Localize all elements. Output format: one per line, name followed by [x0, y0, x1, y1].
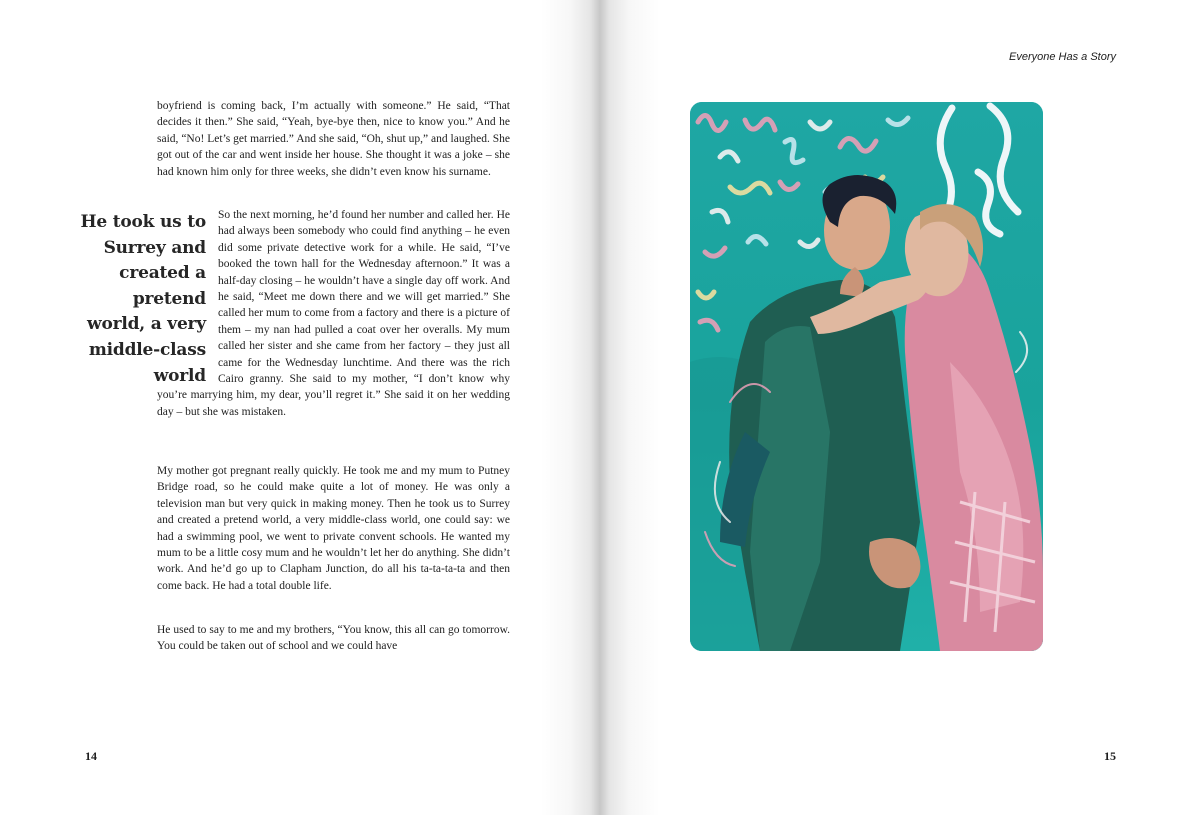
page-number-left: 14 — [85, 749, 97, 763]
pull-quote: He took us to Surrey and created a pretend world, a very middle-class world — [80, 212, 206, 386]
body-paragraph-tomorrow: He used to say to me and my brothers, “You know, this all can go tomorrow. You could be taken out of school and we could have — [157, 624, 510, 653]
couple-kissing-illustration — [690, 102, 1043, 651]
body-paragraph-surrey: My mother got pregnant really quickly. He took me and my mum to Putney Bridge road, so he could make quite a lot of money. He was only a television man but very quick in making money. Then he took us to Surrey and created a pretend world, a very middle-class world, one could say: we had a swimming pool, we went to private convent schools. He wanted my mum to be a little cosy mum and he wouldn’t let her do anything. She didn’t work. And he’d go up to Clapham Junction, do all his ta-ta-ta-ta and then come back. He had a total double life. — [157, 465, 510, 592]
body-paragraph-continued: boyfriend is coming back, I’m actually with someone.” He said, “That decides it then.” She said, “Yeah, bye-bye then, nice to know you.” And he said, “No! Let’s get married.” And she said, “Oh, shut up,” and laughed. She got out of the car and went inside her house. She thought it was a joke – she had known him only for three weeks, she didn’t even know his surname. — [157, 100, 510, 178]
running-head: Everyone Has a Story — [1009, 51, 1116, 63]
right-page — [600, 0, 1200, 815]
illustration-painting — [690, 102, 1043, 651]
body-paragraph-wedding: So the next morning, he’d found her number and called her. He had always been somebody who could find anything – he even did some private detective work for a while. He said, “I’ve booked the town hall for the Wednesday afternoon.” It was a half-day closing – he wouldn’t have a single day off work. And he said, “Meet me down there and we will get married.” She called her mum to come from a factory and there is a picture of them – my nan had pulled a coat over her overalls. My mum called her sister and she came from her factory – they just all came for the Wednesday lunchtime. And there was the rich Cairo granny. She said to my mother, “I don’t know why you’re marrying him, my dear, you’ll regret it.” She said it on her wedding day – but she was mistaken. — [157, 209, 510, 418]
page-number-right: 15 — [1104, 749, 1116, 763]
